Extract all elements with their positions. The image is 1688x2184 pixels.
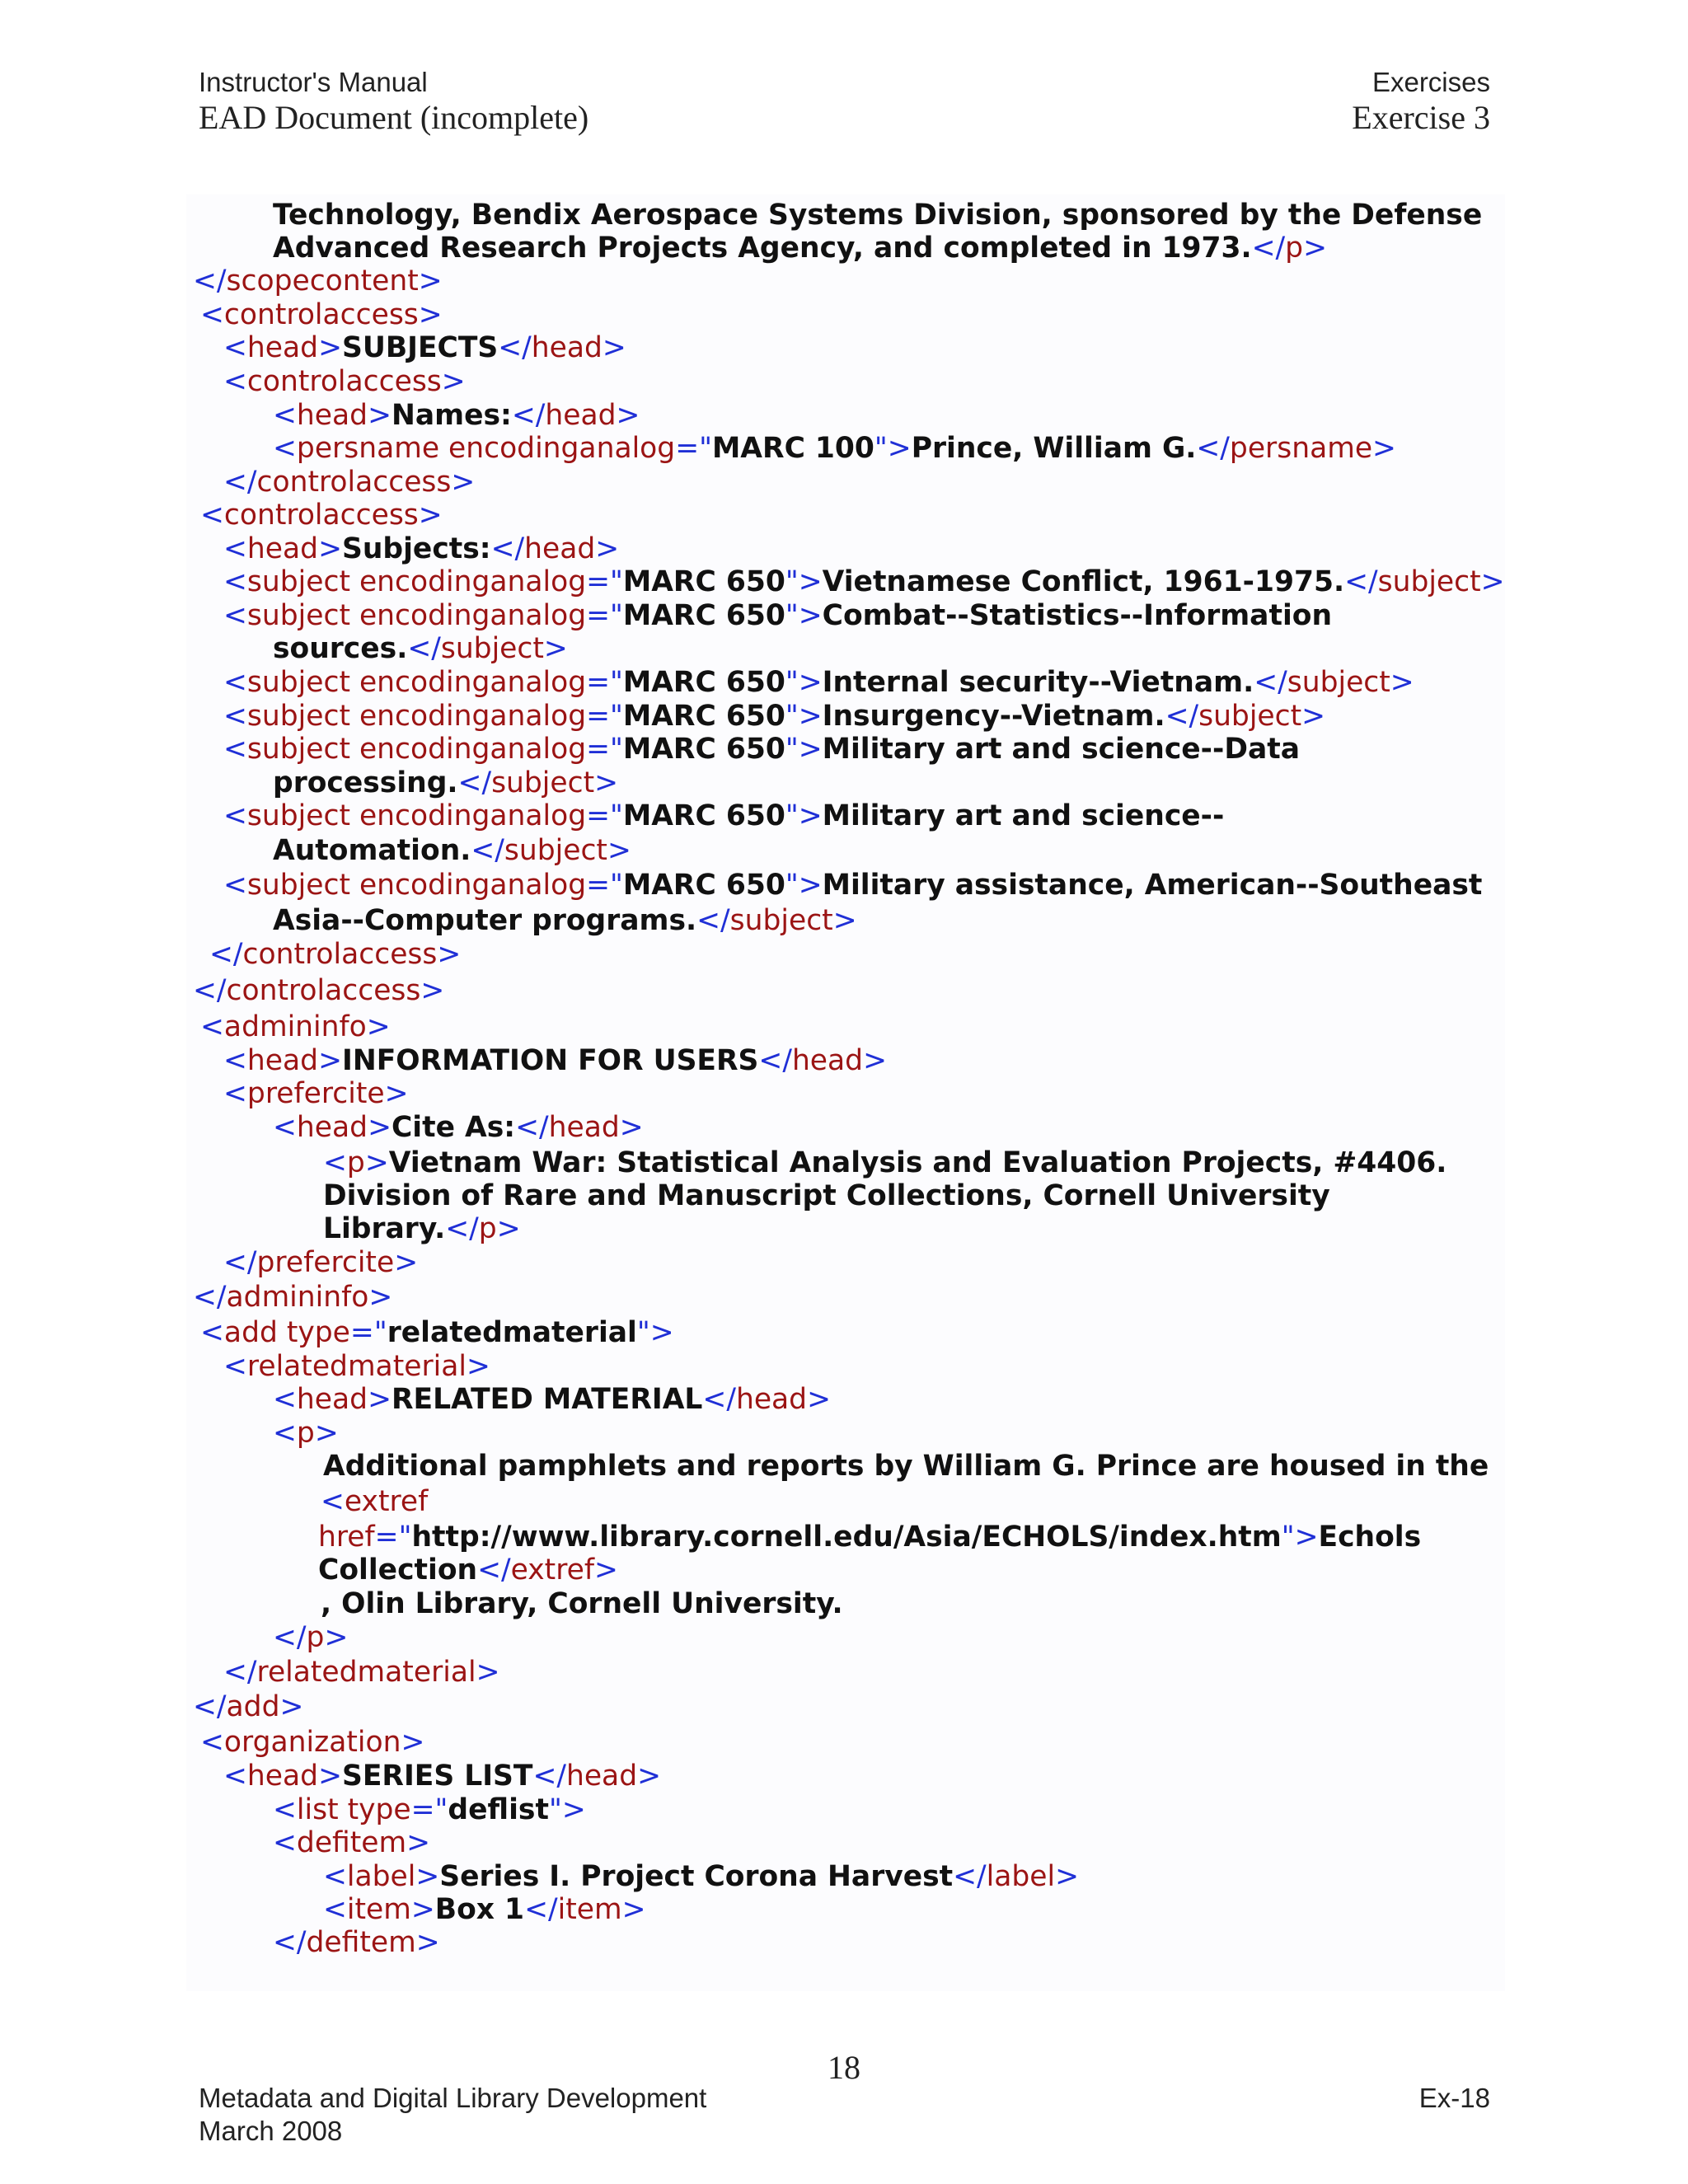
code-line: <item>Box 1</item> xyxy=(323,1893,646,1926)
ead-code-listing xyxy=(186,194,1505,1991)
code-line: </controlaccess> xyxy=(193,974,445,1007)
footer-date: March 2008 xyxy=(199,2116,343,2146)
code-line: <p>Vietnam War: Statistical Analysis and Evaluation Projects, #4406. xyxy=(323,1146,1447,1179)
code-line: Asia--Computer programs.</subject> xyxy=(273,904,857,937)
code-line: <head>Names:</head> xyxy=(273,399,640,432)
code-line: <subject encodinganalog="MARC 650">Military assistance, American--Southeast xyxy=(223,869,1483,902)
code-line: href="http://www.library.cornell.edu/Asia/ECHOLS/index.htm">Echols xyxy=(318,1521,1422,1554)
code-line: </add> xyxy=(193,1690,304,1723)
section-label: Exercises xyxy=(1372,67,1490,97)
code-line: </scopecontent> xyxy=(193,265,443,298)
code-line: Automation.</subject> xyxy=(273,834,631,867)
running-footer-left xyxy=(199,2082,706,2148)
code-line: <subject encodinganalog="MARC 650">Vietnamese Conflict, 1961-1975.</subject> xyxy=(223,565,1505,598)
code-line: </defitem> xyxy=(273,1926,440,1959)
code-line: <list type="deflist"> xyxy=(273,1793,586,1826)
code-line: </prefercite> xyxy=(223,1246,419,1279)
code-line: <controlaccess> xyxy=(200,298,443,331)
code-line: </controlaccess> xyxy=(223,466,476,499)
code-line: Technology, Bendix Aerospace Systems Division, sponsored by the Defense xyxy=(273,199,1483,232)
code-line: </controlaccess> xyxy=(209,938,462,971)
code-line: <defitem> xyxy=(273,1826,431,1859)
code-line: Advanced Research Projects Agency, and completed in 1973.</p> xyxy=(273,232,1327,265)
footer-page-ref: Ex-18 xyxy=(1418,2083,1490,2113)
code-line: </p> xyxy=(273,1621,349,1654)
code-line: <head>Cite As:</head> xyxy=(273,1111,644,1144)
code-line: <persname encodinganalog="MARC 100">Prince, William G.</persname> xyxy=(273,432,1396,465)
code-line: <controlaccess> xyxy=(223,365,466,398)
code-line: Collection</extref> xyxy=(318,1554,618,1586)
code-line: <head>SUBJECTS</head> xyxy=(223,331,626,364)
code-line: <subject encodinganalog="MARC 650">Military art and science-- xyxy=(223,799,1225,832)
code-line: , Olin Library, Cornell University. xyxy=(321,1587,843,1620)
code-line: <head>Subjects:</head> xyxy=(223,532,620,565)
code-line: Division of Rare and Manuscript Collections, Cornell University xyxy=(323,1179,1330,1212)
code-line: <organization> xyxy=(200,1726,425,1759)
code-line: sources.</subject> xyxy=(273,632,568,665)
code-line: <subject encodinganalog="MARC 650">Insurgency--Vietnam.</subject> xyxy=(223,700,1326,733)
code-line: <admininfo> xyxy=(200,1010,391,1043)
code-line: Library.</p> xyxy=(323,1212,521,1245)
code-line: </relatedmaterial> xyxy=(223,1656,500,1689)
code-line: <label>Series I. Project Corona Harvest</label> xyxy=(323,1860,1080,1893)
code-line: <prefercite> xyxy=(223,1077,409,1110)
code-line: <head>INFORMATION FOR USERS</head> xyxy=(223,1044,887,1077)
code-line: Additional pamphlets and reports by William G. Prince are housed in the xyxy=(323,1450,1489,1483)
document-title: EAD Document (incomplete) xyxy=(199,99,589,136)
code-line: processing.</subject> xyxy=(273,766,619,799)
code-line: <controlaccess> xyxy=(200,499,443,532)
code-line: <head>SERIES LIST</head> xyxy=(223,1760,662,1793)
running-header-left xyxy=(199,66,588,137)
course-title: Metadata and Digital Library Development xyxy=(199,2083,707,2113)
code-line: <subject encodinganalog="MARC 650">Combat--Statistics--Information xyxy=(223,599,1333,632)
code-line: <relatedmaterial> xyxy=(223,1350,490,1383)
code-line: </admininfo> xyxy=(193,1281,393,1314)
exercise-title: Exercise 3 xyxy=(1352,99,1490,136)
code-line: <extref xyxy=(321,1485,429,1518)
running-header-right xyxy=(1352,66,1490,137)
manual-label: Instructor's Manual xyxy=(199,67,428,97)
code-line: <subject encodinganalog="MARC 650">Military art and science--Data xyxy=(223,733,1301,766)
page-number: 18 xyxy=(828,2049,860,2086)
code-line: <subject encodinganalog="MARC 650">Internal security--Vietnam.</subject> xyxy=(223,666,1414,699)
code-line: <add type="relatedmaterial"> xyxy=(200,1316,674,1349)
code-line: <p> xyxy=(273,1417,339,1450)
code-line: <head>RELATED MATERIAL</head> xyxy=(273,1383,832,1416)
